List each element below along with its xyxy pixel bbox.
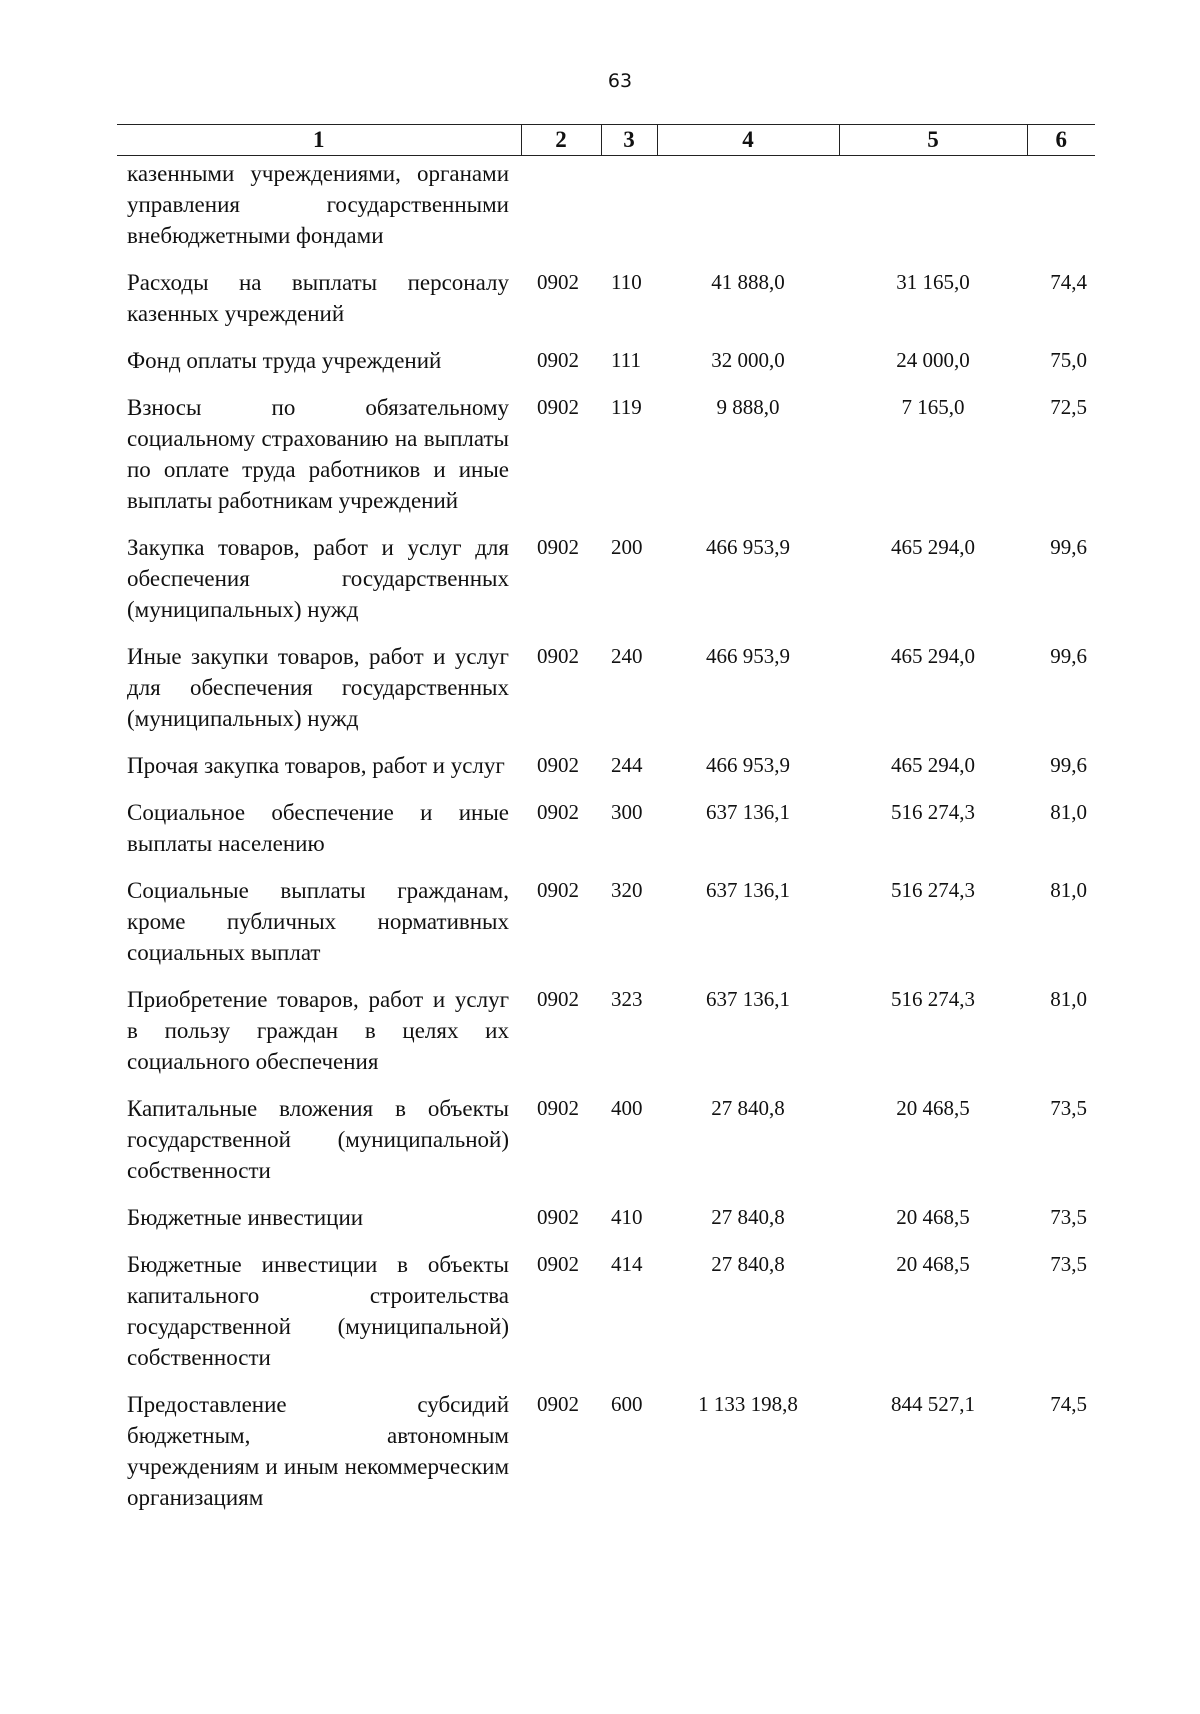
row-actual-amount: 20 468,5: [896, 1205, 970, 1229]
row-planned-amount: 637 136,1: [706, 987, 790, 1011]
row-section-code: 0902: [537, 535, 579, 559]
table-row: [117, 750, 1095, 797]
row-percent: 72,5: [1050, 395, 1087, 419]
row-section-code: 0902: [537, 395, 579, 419]
row-expense-kind: 111: [611, 348, 641, 372]
row-planned-amount: 466 953,9: [706, 644, 790, 668]
row-planned-amount: 637 136,1: [706, 800, 790, 824]
row-actual-amount: 31 165,0: [896, 270, 970, 294]
table-row: [117, 267, 1095, 345]
row-expense-kind: 600: [611, 1392, 643, 1416]
row-section-code: 0902: [537, 753, 579, 777]
row-percent: [1027, 156, 1095, 268]
row-planned-amount: [657, 156, 839, 268]
row-actual-amount: 7 165,0: [901, 395, 965, 419]
header-col-4: 4: [657, 125, 839, 156]
header-col-3: 3: [601, 125, 657, 156]
row-expense-kind: 414: [611, 1252, 643, 1276]
row-planned-amount: 41 888,0: [711, 270, 785, 294]
table-row: [117, 532, 1095, 641]
row-percent: 73,5: [1050, 1096, 1087, 1120]
row-planned-amount: 27 840,8: [711, 1096, 785, 1120]
row-percent: 74,4: [1050, 270, 1087, 294]
row-name: Фонд оплаты труда учреждений: [127, 348, 442, 373]
row-percent: 81,0: [1050, 878, 1087, 902]
row-percent: 73,5: [1050, 1205, 1087, 1229]
row-section-code: 0902: [537, 1096, 579, 1120]
row-expense-kind: 119: [611, 395, 642, 419]
row-actual-amount: 516 274,3: [891, 878, 975, 902]
budget-table: [117, 124, 1095, 1529]
row-percent: 81,0: [1050, 987, 1087, 1011]
row-percent: 73,5: [1050, 1252, 1087, 1276]
table-row: [117, 797, 1095, 875]
row-planned-amount: 9 888,0: [716, 395, 780, 419]
header-col-1: 1: [117, 125, 521, 156]
row-section-code: 0902: [537, 1252, 579, 1276]
row-percent: 81,0: [1050, 800, 1087, 824]
row-actual-amount: 465 294,0: [891, 535, 975, 559]
row-name: Капитальные вложения в объекты государственной (муниципальной) собственности: [127, 1096, 509, 1183]
row-expense-kind: 323: [611, 987, 643, 1011]
row-name: казенными учреждениями, органами управления государственными внебюджетными фондами: [127, 161, 509, 248]
row-expense-kind: 400: [611, 1096, 643, 1120]
table-row: [117, 156, 1095, 268]
row-section-code: 0902: [537, 1205, 579, 1229]
row-expense-kind: 240: [611, 644, 643, 668]
table-row: [117, 345, 1095, 392]
row-expense-kind: 244: [611, 753, 643, 777]
row-section-code: 0902: [537, 878, 579, 902]
row-section-code: [521, 156, 601, 268]
table-row: [117, 1249, 1095, 1389]
table-row: [117, 984, 1095, 1093]
row-name: Бюджетные инвестиции: [127, 1205, 364, 1230]
row-actual-amount: 516 274,3: [891, 987, 975, 1011]
row-planned-amount: 32 000,0: [711, 348, 785, 372]
row-section-code: 0902: [537, 348, 579, 372]
row-expense-kind: [601, 156, 657, 268]
row-planned-amount: 27 840,8: [711, 1252, 785, 1276]
table-row: [117, 1202, 1095, 1249]
row-actual-amount: 465 294,0: [891, 753, 975, 777]
header-col-6: 6: [1027, 125, 1095, 156]
row-actual-amount: 516 274,3: [891, 800, 975, 824]
row-section-code: 0902: [537, 644, 579, 668]
header-col-5: 5: [839, 125, 1027, 156]
row-actual-amount: 20 468,5: [896, 1252, 970, 1276]
row-section-code: 0902: [537, 800, 579, 824]
row-name: Закупка товаров, работ и услуг для обеспечения государственных (муниципальных) нужд: [127, 535, 509, 622]
row-expense-kind: 110: [611, 270, 642, 294]
table-row: [117, 875, 1095, 984]
row-percent: 99,6: [1050, 753, 1087, 777]
row-actual-amount: 20 468,5: [896, 1096, 970, 1120]
header-col-2: 2: [521, 125, 601, 156]
row-actual-amount: [839, 156, 1027, 268]
table-row: [117, 392, 1095, 532]
row-section-code: 0902: [537, 270, 579, 294]
table-row: [117, 1389, 1095, 1529]
row-expense-kind: 320: [611, 878, 643, 902]
row-name: Расходы на выплаты персоналу казенных учреждений: [127, 270, 509, 326]
table-row: [117, 1093, 1095, 1202]
row-actual-amount: 844 527,1: [891, 1392, 975, 1416]
row-planned-amount: 466 953,9: [706, 753, 790, 777]
row-expense-kind: 410: [611, 1205, 643, 1229]
row-section-code: 0902: [537, 1392, 579, 1416]
table-header: [117, 125, 1095, 156]
row-section-code: 0902: [537, 987, 579, 1011]
row-percent: 74,5: [1050, 1392, 1087, 1416]
row-name: Социальное обеспечение и иные выплаты населению: [127, 800, 509, 856]
table-body: [117, 156, 1095, 1530]
row-planned-amount: 637 136,1: [706, 878, 790, 902]
row-name: Приобретение товаров, работ и услуг в пользу граждан в целях их социального обеспечения: [127, 987, 509, 1074]
row-name: Прочая закупка товаров, работ и услуг: [127, 753, 505, 778]
page-number: 63: [607, 70, 633, 92]
row-name: Бюджетные инвестиции в объекты капитального строительства государственной (муниципальной) собственности: [127, 1252, 509, 1370]
row-expense-kind: 200: [611, 535, 643, 559]
row-name: Предоставление субсидий бюджетным, автономным учреждениям и иным некоммерческим организациям: [127, 1392, 509, 1510]
row-percent: 75,0: [1050, 348, 1087, 372]
table-row: [117, 641, 1095, 750]
row-percent: 99,6: [1050, 535, 1087, 559]
row-actual-amount: 24 000,0: [896, 348, 970, 372]
row-percent: 99,6: [1050, 644, 1087, 668]
row-planned-amount: 27 840,8: [711, 1205, 785, 1229]
row-name: Социальные выплаты гражданам, кроме публичных нормативных социальных выплат: [127, 878, 509, 965]
row-name: Взносы по обязательному социальному страхованию на выплаты по оплате труда работников и иные выплаты работникам учреждений: [127, 395, 509, 513]
row-planned-amount: 1 133 198,8: [698, 1392, 798, 1416]
header-row: [117, 125, 1095, 156]
row-name: Иные закупки товаров, работ и услуг для обеспечения государственных (муниципальных) нужд: [127, 644, 509, 731]
row-expense-kind: 300: [611, 800, 643, 824]
row-planned-amount: 466 953,9: [706, 535, 790, 559]
row-actual-amount: 465 294,0: [891, 644, 975, 668]
